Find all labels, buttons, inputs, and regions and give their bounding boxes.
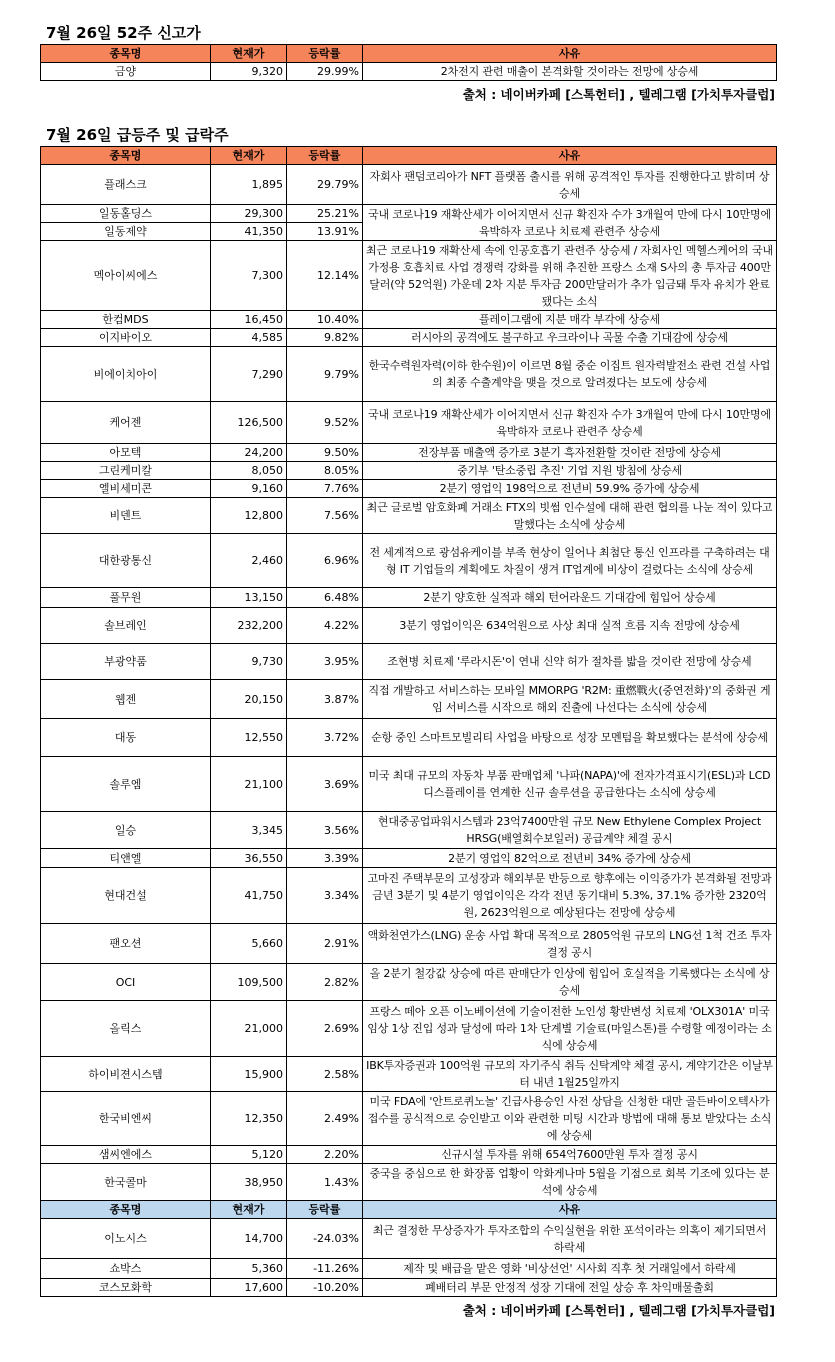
- cell-name: 코스모화학: [41, 1279, 211, 1297]
- cell-name: 아모텍: [41, 444, 211, 462]
- cell-change: 2.49%: [287, 1092, 363, 1146]
- table-row: [41, 1146, 777, 1164]
- cell-price: 126,500: [211, 402, 287, 444]
- cell-name: 엘비세미콘: [41, 480, 211, 498]
- cell-name: 비덴트: [41, 498, 211, 534]
- table-row: [41, 444, 777, 462]
- cell-price: 5,120: [211, 1146, 287, 1164]
- cell-price: 41,750: [211, 868, 287, 924]
- cell-price: 16,450: [211, 311, 287, 329]
- cell-price: 1,895: [211, 165, 287, 205]
- cell-reason: 전 세계적으로 광섬유케이블 부족 현상이 일어나 최첨단 통신 인프라를 구축하려는 대형 IT 기업들의 계획에도 차질이 생겨 IT업계에 비상이 걸렸다는 소식에 상승세: [363, 534, 777, 588]
- cell-reason: 조현병 치료제 '루라시돈'이 연내 신약 허가 절차를 밟을 것이란 전망에 상승세: [363, 644, 777, 680]
- cell-reason: 올 2분기 철강값 상승에 따른 판매단가 인상에 힘입어 호실적을 기록했다는 소식에 상승세: [363, 964, 777, 1001]
- cell-name: 풀무원: [41, 588, 211, 608]
- table-row: [41, 347, 777, 402]
- table-row: [41, 462, 777, 480]
- cell-change: 2.82%: [287, 964, 363, 1001]
- cell-reason: 국내 코로나19 재확산세가 이어지면서 신규 확진자 수가 3개월여 만에 다시 10만명에 육박하자 코로나 관련주 상승세: [363, 402, 777, 444]
- section-title-52week-high: 7월 26일 52주 신고가: [46, 24, 201, 42]
- table-row: [41, 644, 777, 680]
- cell-reason: 최근 코로나19 재확산세 속에 인공호흡기 관련주 상승세 / 자회사인 멕헬스케어의 국내 가정용 호흡치료 사업 경쟁력 강화를 위해 추진한 프랑스 소재 S사의 총 투자금 400만달러(약 52억원) 가운데 2차 지분 투자금 200만달러가 추가 입금돼 투자 유치가 완료됐다는 소식: [363, 241, 777, 311]
- cell-reason: 미국 FDA에 '안트로퀴노놀' 긴급사용승인 사전 상담을 신청한 대만 골든바이오텍사가 접수를 공식적으로 승인받고 이와 관련한 미팅 시간과 방법에 대해 통보 받았다는 소식에 상승세: [363, 1092, 777, 1146]
- header-reason: 사유: [363, 45, 777, 63]
- cell-name: 이지바이오: [41, 329, 211, 347]
- cell-price: 5,660: [211, 924, 287, 964]
- cell-name: 팬오션: [41, 924, 211, 964]
- cell-price: 20,150: [211, 680, 287, 719]
- cell-change: 10.40%: [287, 311, 363, 329]
- header-name: 종목명: [41, 147, 211, 165]
- cell-name: 솔루엠: [41, 757, 211, 812]
- cell-price: 2,460: [211, 534, 287, 588]
- cell-price: 41,350: [211, 223, 287, 241]
- table-52week-high: [40, 44, 777, 81]
- table-row: [41, 812, 777, 849]
- section-title-movers: 7월 26일 급등주 및 급락주: [46, 126, 229, 144]
- cell-reason: 직접 개발하고 서비스하는 모바일 MMORPG 'R2M: 重燃戰火(중연전화)'의 중화권 게임 서비스를 시작으로 해외 진출에 나선다는 소식에 상승세: [363, 680, 777, 719]
- cell-price: 4,585: [211, 329, 287, 347]
- cell-reason: 미국 최대 규모의 자동차 부품 판매업체 '나파(NAPA)'에 전자가격표시기(ESL)과 LCD디스플레이를 연계한 신규 솔루션을 공급한다는 소식에 상승세: [363, 757, 777, 812]
- cell-reason: 액화천연가스(LNG) 운송 사업 확대 목적으로 2805억원 규모의 LNG선 1척 건조 투자 결정 공시: [363, 924, 777, 964]
- cell-price: 9,160: [211, 480, 287, 498]
- cell-reason: 국내 코로나19 재확산세가 이어지면서 신규 확진자 수가 3개월여 만에 다시 10만명에 육박하자 코로나 치료제 관련주 상승세: [363, 205, 777, 241]
- cell-change: 7.56%: [287, 498, 363, 534]
- cell-change: 9.82%: [287, 329, 363, 347]
- cell-reason: 플레이그램에 지분 매각 부각에 상승세: [363, 311, 777, 329]
- cell-reason: 자회사 팬덤코리아가 NFT 플랫폼 출시를 위해 공격적인 투자를 진행한다고 밝히며 상승세: [363, 165, 777, 205]
- table-row: [41, 534, 777, 588]
- cell-reason: 고마진 주택부문의 고성장과 해외부문 반등으로 향후에는 이익증가가 본격화될 전망과 금년 3분기 및 4분기 영업이익은 각각 전년 동기대비 5.3%, 37.1% 증가한 2320억원, 2623억원으로 예상된다는 전망에 상승세: [363, 868, 777, 924]
- table-row: [41, 868, 777, 924]
- cell-change: 7.76%: [287, 480, 363, 498]
- table-row: [41, 588, 777, 608]
- cell-price: 7,300: [211, 241, 287, 311]
- source-note-top: 출처 : 네이버카페 [스톡헌터] , 텔레그램 [가치투자클럽]: [462, 87, 775, 102]
- cell-reason: 전장부품 매출액 증가로 3분기 흑자전환할 것이란 전망에 상승세: [363, 444, 777, 462]
- cell-name: 케어젠: [41, 402, 211, 444]
- table-row: [41, 402, 777, 444]
- cell-change: 2.91%: [287, 924, 363, 964]
- cell-change: 8.05%: [287, 462, 363, 480]
- table-row: [41, 1057, 777, 1092]
- cell-change: 3.56%: [287, 812, 363, 849]
- cell-price: 12,550: [211, 719, 287, 757]
- cell-name: 부광약품: [41, 644, 211, 680]
- cell-reason: IBK투자증권과 100억원 규모의 자기주식 취득 신탁계약 체결 공시, 계약기간은 이날부터 내년 1월25일까지: [363, 1057, 777, 1092]
- cell-change: 29.99%: [287, 63, 363, 81]
- header-price: 현재가: [211, 1201, 287, 1219]
- table-header: [41, 147, 777, 165]
- cell-reason: 신규시설 투자를 위해 654억7600만원 투자 결정 공시: [363, 1146, 777, 1164]
- cell-price: 24,200: [211, 444, 287, 462]
- cell-name: 한국비엔씨: [41, 1092, 211, 1146]
- cell-price: 21,000: [211, 1001, 287, 1057]
- header-price: 현재가: [211, 147, 287, 165]
- cell-price: 13,150: [211, 588, 287, 608]
- cell-reason: 최근 결정한 무상증자가 투자조합의 수익실현을 위한 포석이라는 의혹이 제기되면서 하락세: [363, 1219, 777, 1259]
- cell-reason: 순항 중인 스마트모빌리티 사업을 바탕으로 성장 모멘텀을 확보했다는 분석에 상승세: [363, 719, 777, 757]
- table-row: [41, 205, 777, 223]
- cell-change: 25.21%: [287, 205, 363, 223]
- table-row: [41, 1001, 777, 1057]
- header-name: 종목명: [41, 45, 211, 63]
- table-row: [41, 1219, 777, 1259]
- cell-change: 12.14%: [287, 241, 363, 311]
- cell-change: -24.03%: [287, 1219, 363, 1259]
- cell-reason: 제작 및 배급을 맡은 영화 '비상선언' 시사회 직후 첫 거래일에서 하락세: [363, 1259, 777, 1279]
- cell-name: 샘씨엔에스: [41, 1146, 211, 1164]
- cell-name: 비에이치아이: [41, 347, 211, 402]
- header-change: 등락률: [287, 45, 363, 63]
- table-row: [41, 680, 777, 719]
- cell-price: 8,050: [211, 462, 287, 480]
- cell-price: 3,345: [211, 812, 287, 849]
- table-row: [41, 964, 777, 1001]
- cell-price: 38,950: [211, 1164, 287, 1201]
- cell-change: 3.95%: [287, 644, 363, 680]
- cell-name: 일동제약: [41, 223, 211, 241]
- cell-change: 9.79%: [287, 347, 363, 402]
- cell-price: 12,350: [211, 1092, 287, 1146]
- cell-change: -10.20%: [287, 1279, 363, 1297]
- table-row: [41, 924, 777, 964]
- cell-reason: 2분기 영업익 82억으로 전년비 34% 증가에 상승세: [363, 849, 777, 868]
- cell-name: 금양: [41, 63, 211, 81]
- table-header: [41, 1201, 777, 1219]
- cell-reason: 프랑스 떼아 오픈 이노베이션에 기술이전한 노인성 황반변성 치료제 'OLX301A' 미국 임상 1상 진입 성과 달성에 따라 1차 단계별 기술료(마일스톤)를 수령할 예정이라는 소식에 상승세: [363, 1001, 777, 1057]
- cell-name: 이노시스: [41, 1219, 211, 1259]
- table-row: [41, 1164, 777, 1201]
- cell-change: -11.26%: [287, 1259, 363, 1279]
- table-row: [41, 498, 777, 534]
- cell-change: 2.58%: [287, 1057, 363, 1092]
- cell-change: 1.43%: [287, 1164, 363, 1201]
- cell-name: 현대건설: [41, 868, 211, 924]
- table-row: [41, 849, 777, 868]
- header-change: 등락률: [287, 1201, 363, 1219]
- cell-change: 2.20%: [287, 1146, 363, 1164]
- cell-price: 29,300: [211, 205, 287, 223]
- cell-price: 14,700: [211, 1219, 287, 1259]
- cell-name: 플래스크: [41, 165, 211, 205]
- cell-name: 대한광통신: [41, 534, 211, 588]
- cell-change: 6.96%: [287, 534, 363, 588]
- header-price: 현재가: [211, 45, 287, 63]
- cell-name: 한컴MDS: [41, 311, 211, 329]
- cell-price: 7,290: [211, 347, 287, 402]
- cell-name: 한국콜마: [41, 1164, 211, 1201]
- cell-name: 일승: [41, 812, 211, 849]
- cell-name: 하이비젼시스템: [41, 1057, 211, 1092]
- table-row: [41, 608, 777, 644]
- cell-change: 3.87%: [287, 680, 363, 719]
- cell-price: 12,800: [211, 498, 287, 534]
- table-row: [41, 1092, 777, 1146]
- cell-change: 9.52%: [287, 402, 363, 444]
- cell-price: 109,500: [211, 964, 287, 1001]
- cell-price: 9,730: [211, 644, 287, 680]
- table-row: [41, 63, 777, 81]
- cell-reason: 2분기 양호한 실적과 해외 턴어라운드 기대감에 힘입어 상승세: [363, 588, 777, 608]
- table-row: [41, 1279, 777, 1297]
- cell-reason: 러시아의 공격에도 불구하고 우크라이나 곡물 수출 기대감에 상승세: [363, 329, 777, 347]
- cell-price: 5,360: [211, 1259, 287, 1279]
- cell-change: 2.69%: [287, 1001, 363, 1057]
- cell-change: 4.22%: [287, 608, 363, 644]
- cell-price: 36,550: [211, 849, 287, 868]
- table-row: [41, 311, 777, 329]
- cell-change: 13.91%: [287, 223, 363, 241]
- cell-name: 그린케미칼: [41, 462, 211, 480]
- cell-name: 솔브레인: [41, 608, 211, 644]
- cell-name: 멕아이씨에스: [41, 241, 211, 311]
- table-row: [41, 719, 777, 757]
- source-note-bottom: 출처 : 네이버카페 [스톡헌터] , 텔레그램 [가치투자클럽]: [462, 1303, 775, 1318]
- cell-reason: 2차전지 관련 매출이 본격화할 것이라는 전망에 상승세: [363, 63, 777, 81]
- table-row: [41, 329, 777, 347]
- header-change: 등락률: [287, 147, 363, 165]
- cell-change: 29.79%: [287, 165, 363, 205]
- cell-reason: 한국수력원자력(이하 한수원)이 이르면 8월 중순 이집트 원자력발전소 관련 건설 사업의 최종 수출계약을 맺을 것으로 알려졌다는 보도에 상승세: [363, 347, 777, 402]
- cell-name: 올릭스: [41, 1001, 211, 1057]
- header-name: 종목명: [41, 1201, 211, 1219]
- cell-price: 9,320: [211, 63, 287, 81]
- cell-reason: 현대중공업파워시스템과 23억7400만원 규모 New Ethylene Complex Project HRSG(배열회수보일러) 공급계약 체결 공시: [363, 812, 777, 849]
- cell-name: OCI: [41, 964, 211, 1001]
- cell-change: 3.39%: [287, 849, 363, 868]
- table-row: [41, 757, 777, 812]
- cell-reason: 중국을 중심으로 한 화장품 업황이 악화게나마 5월을 기점으로 회복 기조에 있다는 분석에 상승세: [363, 1164, 777, 1201]
- table-row: [41, 241, 777, 311]
- cell-name: 대동: [41, 719, 211, 757]
- cell-name: 웹젠: [41, 680, 211, 719]
- cell-change: 3.69%: [287, 757, 363, 812]
- cell-change: 6.48%: [287, 588, 363, 608]
- table-row: [41, 480, 777, 498]
- cell-change: 3.72%: [287, 719, 363, 757]
- cell-reason: 3분기 영업이익은 634억원으로 사상 최대 실적 흐름 지속 전망에 상승세: [363, 608, 777, 644]
- cell-reason: 중기부 '탄소중립 추진' 기업 지원 방침에 상승세: [363, 462, 777, 480]
- cell-price: 21,100: [211, 757, 287, 812]
- table-row: [41, 165, 777, 205]
- cell-price: 15,900: [211, 1057, 287, 1092]
- cell-name: 쇼박스: [41, 1259, 211, 1279]
- cell-price: 17,600: [211, 1279, 287, 1297]
- cell-change: 9.50%: [287, 444, 363, 462]
- table-movers: [40, 146, 777, 1297]
- table-header: [41, 45, 777, 63]
- cell-reason: 최근 글로벌 암호화폐 거래소 FTX의 빗썸 인수설에 대해 관련 협의를 나눈 적이 있다고 말했다는 소식에 상승세: [363, 498, 777, 534]
- cell-reason: 폐배터리 부문 안정적 성장 기대에 전일 상승 후 차익매물출회: [363, 1279, 777, 1297]
- table-row: [41, 1259, 777, 1279]
- cell-reason: 2분기 영업익 198억으로 전년비 59.9% 증가에 상승세: [363, 480, 777, 498]
- cell-name: 일동홀딩스: [41, 205, 211, 223]
- header-reason: 사유: [363, 1201, 777, 1219]
- cell-name: 티앤엘: [41, 849, 211, 868]
- header-reason: 사유: [363, 147, 777, 165]
- cell-price: 232,200: [211, 608, 287, 644]
- cell-change: 3.34%: [287, 868, 363, 924]
